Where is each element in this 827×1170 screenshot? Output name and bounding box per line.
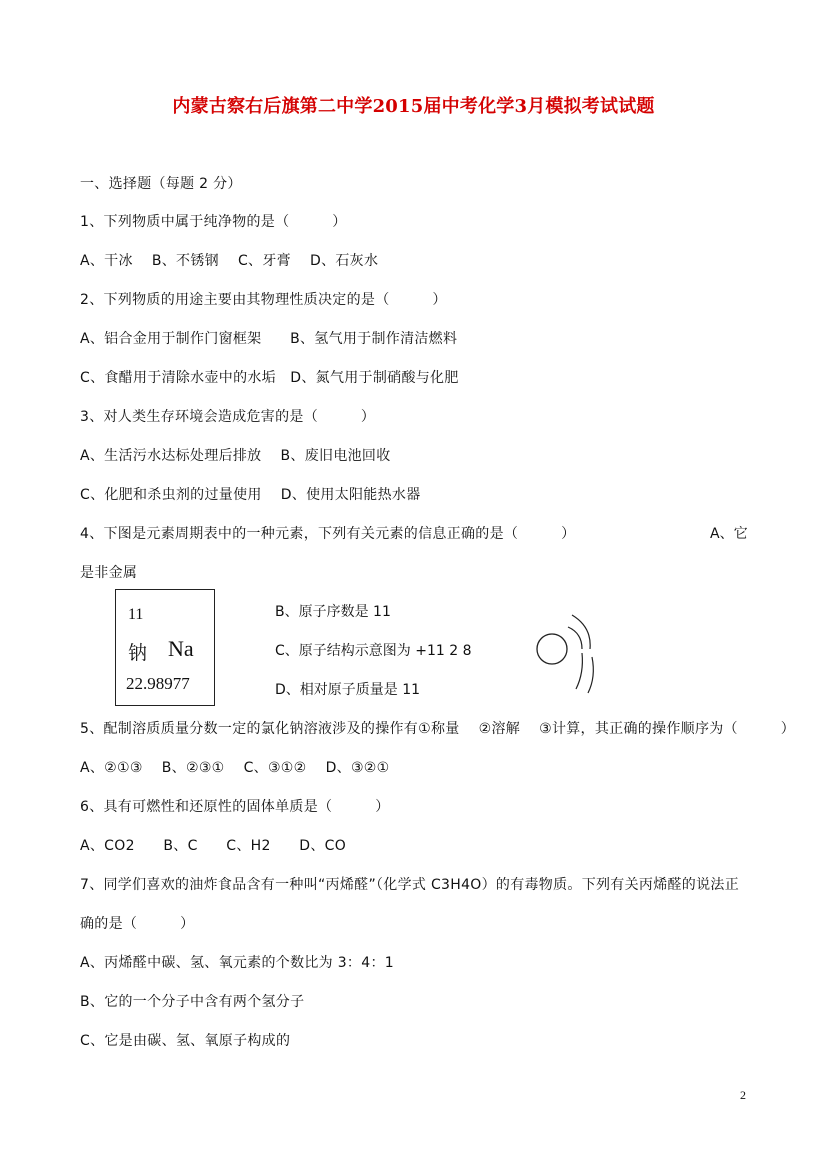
element-atomic-mass: 22.98977 — [126, 674, 190, 693]
question-4-option-d: D、相对原子质量是 11 — [275, 682, 421, 698]
question-2-options-cd: C、食醋用于清除水壶中的水垢 D、氮气用于制硝酸与化肥 — [80, 370, 459, 386]
element-card — [115, 589, 215, 706]
question-7-stem-line2: 确的是（ ） — [80, 916, 195, 932]
question-4-option-b: B、原子序数是 11 — [275, 604, 391, 620]
electron-shell-arc-outer-lower — [588, 657, 593, 693]
question-6-stem: 6、具有可燃性和还原性的固体单质是（ ） — [80, 799, 390, 815]
question-5-options: A、②①③ B、②③① C、③①② D、③②① — [80, 760, 390, 776]
question-2-options-ab: A、铝合金用于制作门窗框架 B、氢气用于制作清洁燃料 — [80, 331, 458, 347]
question-1-stem: 1、下列物质中属于纯净物的是（ ） — [80, 214, 347, 230]
question-7-stem-line1: 7、同学们喜欢的油炸食品含有一种叫“丙烯醛”（化学式 C3H4O）的有毒物质。下列有关丙烯醛的说法正 — [80, 877, 739, 893]
page-number: 2 — [740, 1088, 746, 1102]
element-atomic-number: 11 — [128, 606, 144, 623]
question-2-stem: 2、下列物质的用途主要由其物理性质决定的是（ ） — [80, 292, 447, 308]
section-heading: 一、选择题（每题 2 分） — [80, 176, 242, 192]
question-3-options-cd: C、化肥和杀虫剂的过量使用 D、使用太阳能热水器 — [80, 487, 421, 503]
element-symbol: Na — [168, 636, 194, 661]
question-5-stem: 5、配制溶质质量分数一定的氯化钠溶液涉及的操作有①称量 ②溶解 ③计算，其正确的操作顺序为（ ） — [80, 721, 796, 737]
question-4-option-a-end: 是非金属 — [80, 565, 138, 581]
question-3-stem: 3、对人类生存环境会造成危害的是（ ） — [80, 409, 376, 425]
nucleus-circle — [537, 634, 567, 664]
question-4-option-c: C、原子结构示意图为 +11 2 8 — [275, 643, 472, 659]
question-6-options: A、CO2 B、C C、H2 D、CO — [80, 838, 347, 854]
question-4-option-a-start: A、它 — [710, 526, 748, 542]
electron-shell-arc-inner-lower — [576, 653, 582, 689]
question-7-option-c: C、它是由碳、氢、氧原子构成的 — [80, 1033, 291, 1049]
electron-shell-arc-inner — [568, 627, 582, 649]
question-1-options: A、干冰 B、不锈钢 C、牙膏 D、石灰水 — [80, 253, 379, 269]
atom-structure-diagram — [530, 605, 610, 695]
question-4-stem: 4、下图是元素周期表中的一种元素，下列有关元素的信息正确的是（ ） — [80, 526, 576, 542]
page-title: 内蒙古察右后旗第二中学2015届中考化学3月模拟考试试题 — [172, 96, 655, 117]
question-7-option-a: A、丙烯醛中碳、氢、氧元素的个数比为 3：4：1 — [80, 955, 394, 971]
question-7-option-b: B、它的一个分子中含有两个氢分子 — [80, 994, 305, 1010]
question-3-options-ab: A、生活污水达标处理后排放 B、废旧电池回收 — [80, 448, 391, 464]
element-chinese-name: 钠 — [128, 642, 148, 664]
